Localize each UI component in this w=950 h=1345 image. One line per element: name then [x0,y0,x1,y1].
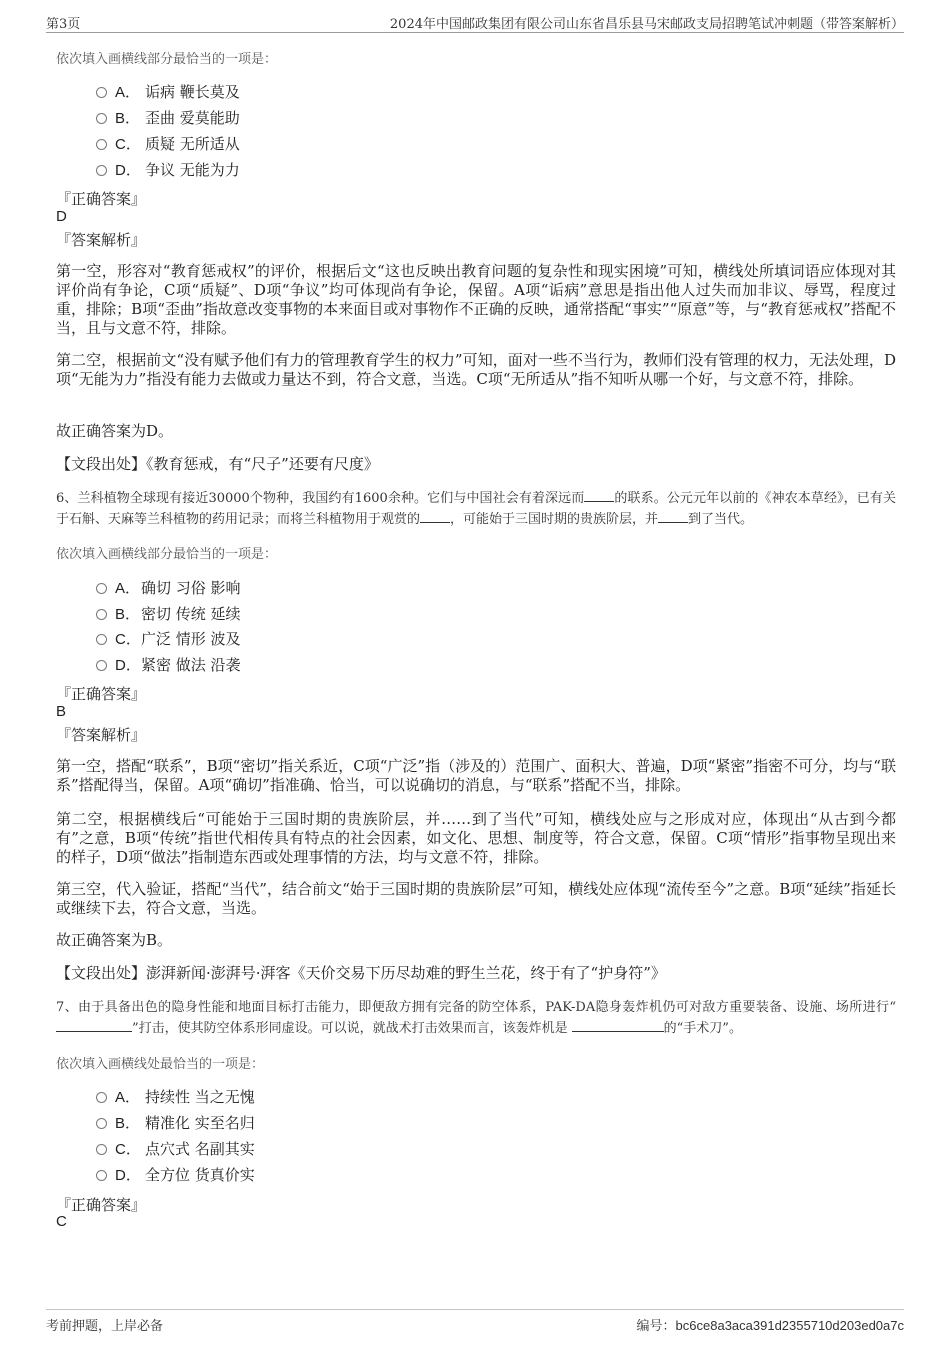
option-text: 争议 无能为力 [145,161,240,179]
option-letter: B． [115,1115,141,1132]
option-text: 持续性 当之无愧 [145,1088,255,1106]
q6-prompt: 依次填入画横线部分最恰当的一项是： [56,547,278,562]
option-text: 确切 习俗 影响 [141,579,241,597]
q5-answer-label: 『正确答案』 [56,190,147,208]
option-letter: B． [115,110,141,127]
radio-icon[interactable] [96,660,107,671]
code-value: bc6ce8a3aca391d2355710d203ed0a7c [675,1318,904,1333]
q6-option-c[interactable] [96,629,241,649]
question-text: 到了当代。 [688,512,754,527]
q5-prompt: 依次填入画横线部分最恰当的一项是： [56,52,278,67]
q6-option-b[interactable] [96,604,241,624]
option-letter: D． [115,162,141,179]
q6-option-d[interactable] [96,655,241,675]
question-text: 7、由于具备出色的隐身性能和地面目标打击能力，即便敌方拥有完备的防空体系，PAK-DA隐身轰炸机仍可对敌方重要装备、设施、场所进行“ [56,1000,896,1015]
option-text: 紧密 做法 沿袭 [141,656,241,674]
q5-analysis-para-2: 第二空，根据前文“没有赋予他们有力的管理教育学生的权力”可知，面对一些不当行为，教师们没有管理的权力，无法处理，D项“无能为力”指没有能力去做或力量达不到，符合文意，当选。C项“无所适从”指不知听从哪一个好，与文意不符，排除。 [56,351,896,388]
option-text: 歪曲 爱莫能助 [145,109,240,127]
radio-icon[interactable] [96,113,107,124]
blank-line [572,1019,664,1032]
q6-answer: B [56,703,67,720]
page-number: 第3页 [46,17,81,32]
q7-option-c[interactable] [96,1139,255,1159]
q7-answer-label: 『正确答案』 [56,1196,147,1214]
q7-question-text [56,997,896,1039]
blank-line [584,489,614,502]
question-text: 6、兰科植物全球现有接近30000个物种，我国约有1600余种。它们与中国社会有着深远而 [56,491,585,506]
option-text: 广泛 情形 波及 [141,630,241,648]
q6-source: 【文段出处】澎湃新闻·澎湃号·湃客《天价交易下历尽劫难的野生兰花，终于有了“护身符”》 [56,964,666,982]
footer-slogan: 考前押题，上岸必备 [46,1319,164,1334]
q7-option-a[interactable] [96,1087,255,1107]
question-text: ”打击，使其防空体系形同虚设。可以说，就战术打击效果而言，该轰炸机是 [132,1021,568,1036]
question-text: 的“手术刀”。 [663,1021,742,1036]
option-letter: B． [115,606,141,623]
radio-icon[interactable] [96,87,107,98]
option-letter: A． [115,580,141,597]
q6-analysis-para-1: 第一空，搭配“联系”，B项“密切”指关系近，C项“广泛”指（涉及的）范围广、面积大、普遍，D项“紧密”指密不可分，均与“联系”搭配得当，保留。A项“确切”指准确、恰当，可以说确切的消息，与“联系”搭配不当，排除。 [56,757,896,794]
radio-icon[interactable] [96,1092,107,1103]
q6-analysis-label: 『答案解析』 [56,726,147,744]
option-text: 全方位 货真价实 [145,1166,255,1184]
q5-option-d[interactable] [96,160,240,180]
radio-icon[interactable] [96,609,107,620]
option-text: 质疑 无所适从 [145,135,240,153]
radio-icon[interactable] [96,165,107,176]
radio-icon[interactable] [96,1170,107,1181]
option-text: 精准化 实至名归 [145,1114,255,1132]
q5-option-b[interactable] [96,108,240,128]
option-letter: A． [115,84,141,101]
code-label: 编号： [636,1319,676,1334]
q6-analysis-para-2: 第二空，根据横线后“可能始于三国时期的贵族阶层，并……到了当代”可知，横线处应与之形成对应，体现出“从古到今都有”之意，B项“传统”指世代相传具有特点的社会因素，如文化、思想、制度等，符合文意，保留。C项“情形”指事物呈现出来的样子，D项“做法”指制造东西或处理事情的方法，均与文意不符，排除。 [56,810,896,866]
radio-icon[interactable] [96,139,107,150]
radio-icon[interactable] [96,583,107,594]
option-letter: D． [115,657,141,674]
q5-option-c[interactable] [96,134,240,154]
blank-line [658,510,688,523]
q7-answer: C [56,1213,67,1230]
blank-line [56,1019,132,1032]
radio-icon[interactable] [96,634,107,645]
q6-answer-label: 『正确答案』 [56,685,147,703]
q6-question-text [56,488,896,530]
q5-analysis-conclusion: 故正确答案为D。 [56,422,174,440]
q6-option-a[interactable] [96,578,241,598]
q7-option-b[interactable] [96,1113,255,1133]
option-text: 密切 传统 延续 [141,605,241,623]
q6-analysis-para-3: 第三空，代入验证，搭配“当代”，结合前文“始于三国时期的贵族阶层”可知，横线处应体现“流传至今”之意。B项“延续”指延长或继续下去，符合文意，当选。 [56,880,896,917]
question-text: 的联系。公元元年以前的《神农本草经》，已有关于石斛、天麻等兰科植物的药用记录；而将兰科植物用于观赏的 [56,491,896,527]
option-letter: C． [115,1141,141,1158]
q6-analysis-conclusion: 故正确答案为B。 [56,931,173,949]
option-letter: A． [115,1089,141,1106]
document-code [637,1315,904,1334]
q5-option-a[interactable] [96,82,240,102]
q5-analysis-para-1: 第一空，形容对“教育惩戒权”的评价，根据后文“这也反映出教育问题的复杂性和现实困境”可知，横线处所填词语应体现对其评价尚有争论，C项“质疑”、D项“争议”均可体现尚有争论，保留。A项“诟病”意思是指出他人过失而加非议、辱骂，程度过重，排除；B项“歪曲”指故意改变事物的本来面目或对事物作不正确的反映，通常搭配“事实”“原意”等，与“教育惩戒权”搭配不当，且与文意不符，排除。 [56,262,896,337]
option-text: 诟病 鞭长莫及 [145,83,240,101]
q5-source: 【文段出处】《教育惩戒，有“尺子”还要有尺度》 [56,455,379,473]
option-letter: C． [115,136,141,153]
option-text: 点穴式 名副其实 [145,1140,255,1158]
option-letter: C． [115,631,141,648]
q5-analysis-label: 『答案解析』 [56,231,147,249]
document-title: 2024年中国邮政集团有限公司山东省昌乐县马宋邮政支局招聘笔试冲刺题（带答案解析） [389,17,904,32]
q5-answer: D [56,208,67,225]
radio-icon[interactable] [96,1118,107,1129]
page-footer [46,1309,904,1336]
q7-prompt: 依次填入画横线处最恰当的一项是： [56,1057,265,1072]
question-text: ，可能始于三国时期的贵族阶层，并 [450,512,659,527]
radio-icon[interactable] [96,1144,107,1155]
q7-option-d[interactable] [96,1165,255,1185]
blank-line [420,510,450,523]
page-header [46,10,904,33]
option-letter: D． [115,1167,141,1184]
